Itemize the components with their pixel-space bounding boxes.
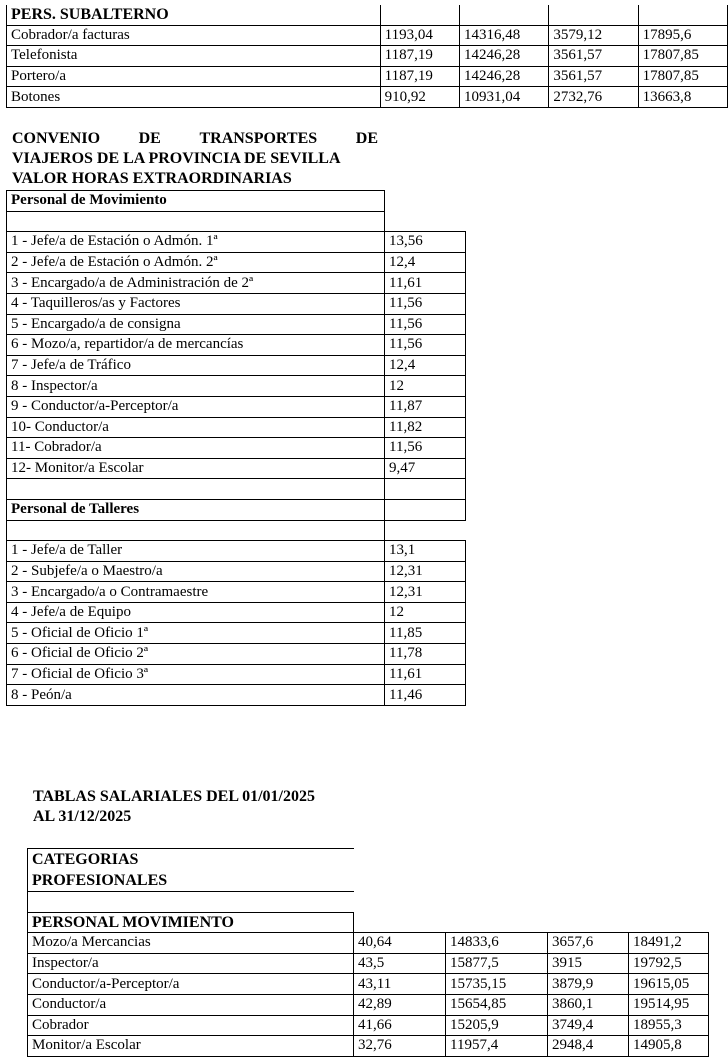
table-row	[7, 293, 466, 314]
value-cell: 11,82	[385, 417, 466, 438]
tablas-salariales-table	[27, 848, 709, 1057]
table-row	[7, 417, 466, 438]
table-row	[7, 479, 466, 500]
category-name: 12- Monitor/a Escolar	[7, 458, 385, 479]
table-row	[7, 87, 728, 108]
category-name: 4 - Taquilleros/as y Factores	[7, 293, 385, 314]
category-name: Cobrador/a facturas	[7, 25, 381, 46]
table-row	[7, 355, 466, 376]
table-row	[7, 561, 466, 582]
category-name: 8 - Inspector/a	[7, 376, 385, 397]
tablas-title: TABLAS SALARIALES DEL 01/01/2025 AL 31/12/2025	[33, 788, 315, 825]
table-row	[28, 933, 709, 954]
category-name: 10- Conductor/a	[7, 417, 385, 438]
table-row	[7, 335, 466, 356]
table-row	[7, 644, 466, 665]
value-cell: 15877,5	[446, 953, 548, 974]
value-cell: 14316,48	[460, 25, 549, 46]
category-name: Portero/a	[7, 66, 381, 87]
value-cell: 11,61	[385, 273, 466, 294]
category-name: Telefonista	[7, 46, 381, 67]
category-name: 9 - Conductor/a-Perceptor/a	[7, 396, 385, 417]
value-cell: 43,5	[354, 953, 446, 974]
table-row	[28, 994, 709, 1015]
value-cell: 18491,2	[629, 933, 709, 954]
table-row	[7, 46, 728, 67]
value-cell: 14833,6	[446, 933, 548, 954]
table-row	[7, 458, 466, 479]
value-cell: 42,89	[354, 994, 446, 1015]
category-name: Monitor/a Escolar	[28, 1036, 354, 1057]
value-cell: 3561,57	[549, 66, 638, 87]
table-row	[7, 273, 466, 294]
table-row	[7, 520, 466, 541]
value-cell: 3657,6	[548, 933, 629, 954]
value-cell: 18955,3	[629, 1015, 709, 1036]
table-row	[7, 66, 728, 87]
category-name: Inspector/a	[28, 953, 354, 974]
value-cell: 17895,6	[638, 25, 727, 46]
category-name: 6 - Oficial de Oficio 2ª	[7, 644, 385, 665]
section-header: Personal de Talleres	[7, 499, 385, 520]
category-name: Conductor/a-Perceptor/a	[28, 974, 354, 995]
value-cell: 19615,05	[629, 974, 709, 995]
table-row	[28, 1015, 709, 1036]
value-cell: 2948,4	[548, 1036, 629, 1057]
table-row	[7, 664, 466, 685]
value-cell: 14905,8	[629, 1036, 709, 1057]
value-cell: 11,85	[385, 623, 466, 644]
value-cell: 12,4	[385, 355, 466, 376]
value-cell: 13663,8	[638, 87, 727, 108]
value-cell: 3860,1	[548, 994, 629, 1015]
value-cell: 17807,85	[638, 66, 727, 87]
value-cell: 9,47	[385, 458, 466, 479]
category-name: Botones	[7, 87, 381, 108]
value-cell: 41,66	[354, 1015, 446, 1036]
value-cell: 3561,57	[549, 46, 638, 67]
category-name: 7 - Jefe/a de Tráfico	[7, 355, 385, 376]
table-cell	[385, 520, 466, 541]
value-cell: 1187,19	[380, 46, 459, 67]
value-cell: 17807,85	[638, 46, 727, 67]
value-cell: 15735,15	[446, 974, 548, 995]
category-name: 2 - Subjefe/a o Maestro/a	[7, 561, 385, 582]
category-name: Cobrador	[28, 1015, 354, 1036]
value-cell: 11,56	[385, 335, 466, 356]
value-cell: 2732,76	[549, 87, 638, 108]
horas-title	[12, 129, 378, 189]
table-header-row	[7, 5, 728, 25]
table-row	[7, 685, 466, 706]
subalterno-table	[6, 5, 728, 108]
category-name: 3 - Encargado/a de Administración de 2ª	[7, 273, 385, 294]
value-cell: 12	[385, 376, 466, 397]
value-cell: 1193,04	[380, 25, 459, 46]
table-row	[28, 953, 709, 974]
value-cell: 40,64	[354, 933, 446, 954]
value-cell: 11957,4	[446, 1036, 548, 1057]
table-row	[7, 602, 466, 623]
category-name: 2 - Jefe/a de Estación o Admón. 2ª	[7, 252, 385, 273]
value-cell: 43,11	[354, 974, 446, 995]
value-cell: 13,56	[385, 232, 466, 253]
table-row	[7, 499, 466, 520]
value-cell: 11,46	[385, 685, 466, 706]
category-name: 5 - Encargado/a de consigna	[7, 314, 385, 335]
value-cell: 3915	[548, 953, 629, 974]
category-name: 1 - Jefe/a de Estación o Admón. 1ª	[7, 232, 385, 253]
value-cell: 3749,4	[548, 1015, 629, 1036]
category-name: 5 - Oficial de Oficio 1ª	[7, 623, 385, 644]
table-row	[7, 211, 466, 232]
blank-cell	[7, 479, 385, 500]
value-cell: 13,1	[385, 541, 466, 562]
category-name: 8 - Peón/a	[7, 685, 385, 706]
table-cell	[385, 211, 466, 232]
table-row	[7, 623, 466, 644]
value-cell: 10931,04	[460, 87, 549, 108]
value-cell: 11,56	[385, 438, 466, 459]
blank-cell	[7, 520, 385, 541]
table-row	[7, 232, 466, 253]
value-cell: 3879,9	[548, 974, 629, 995]
category-name: 7 - Oficial de Oficio 3ª	[7, 664, 385, 685]
category-name: 4 - Jefe/a de Equipo	[7, 602, 385, 623]
value-cell: 14246,28	[460, 46, 549, 67]
value-cell: 1187,19	[380, 66, 459, 87]
value-cell: 12,31	[385, 582, 466, 603]
value-cell: 12	[385, 602, 466, 623]
table-row	[7, 376, 466, 397]
value-cell: 12,31	[385, 561, 466, 582]
table-row	[7, 396, 466, 417]
table-row	[7, 252, 466, 273]
value-cell: 11,61	[385, 664, 466, 685]
value-cell: 910,92	[380, 87, 459, 108]
title-line-1: CONVENIO DE TRANSPORTES DE	[12, 130, 378, 147]
value-cell: 11,56	[385, 293, 466, 314]
table-row	[7, 582, 466, 603]
category-name: Mozo/a Mercancias	[28, 933, 354, 954]
section-header: Personal de Movimiento	[7, 191, 385, 212]
table-cell	[385, 499, 466, 520]
value-cell: 19514,95	[629, 994, 709, 1015]
section-header: PERS. SUBALTERNO	[7, 5, 381, 25]
value-cell: 11,78	[385, 644, 466, 665]
category-name: 6 - Mozo/a, repartidor/a de mercancías	[7, 335, 385, 356]
table-row	[7, 25, 728, 46]
table-cell	[385, 191, 466, 212]
category-name: Conductor/a	[28, 994, 354, 1015]
value-cell: 11,56	[385, 314, 466, 335]
category-name: 1 - Jefe/a de Taller	[7, 541, 385, 562]
category-name: 3 - Encargado/a o Contramaestre	[7, 582, 385, 603]
section-header: PERSONAL MOVIMIENTO	[28, 912, 354, 933]
blank-cell	[7, 211, 385, 232]
value-cell: 14246,28	[460, 66, 549, 87]
table-row	[7, 541, 466, 562]
table-row	[28, 974, 709, 995]
table-row	[28, 1036, 709, 1057]
horas-extra-table	[6, 190, 466, 706]
table-row	[7, 314, 466, 335]
value-cell: 15205,9	[446, 1015, 548, 1036]
table-cell	[385, 479, 466, 500]
title-line-2: VIAJEROS DE LA PROVINCIA DE SEVILLA	[12, 150, 341, 167]
value-cell: 15654,85	[446, 994, 548, 1015]
table-row	[7, 438, 466, 459]
value-cell: 32,76	[354, 1036, 446, 1057]
category-name: 11- Cobrador/a	[7, 438, 385, 459]
value-cell: 12,4	[385, 252, 466, 273]
value-cell: 3579,12	[549, 25, 638, 46]
title-line-3: VALOR HORAS EXTRAORDINARIAS	[12, 170, 292, 187]
table-row	[7, 191, 466, 212]
categorias-header: CATEGORIAS PROFESIONALES	[28, 849, 354, 892]
value-cell: 11,87	[385, 396, 466, 417]
value-cell: 19792,5	[629, 953, 709, 974]
